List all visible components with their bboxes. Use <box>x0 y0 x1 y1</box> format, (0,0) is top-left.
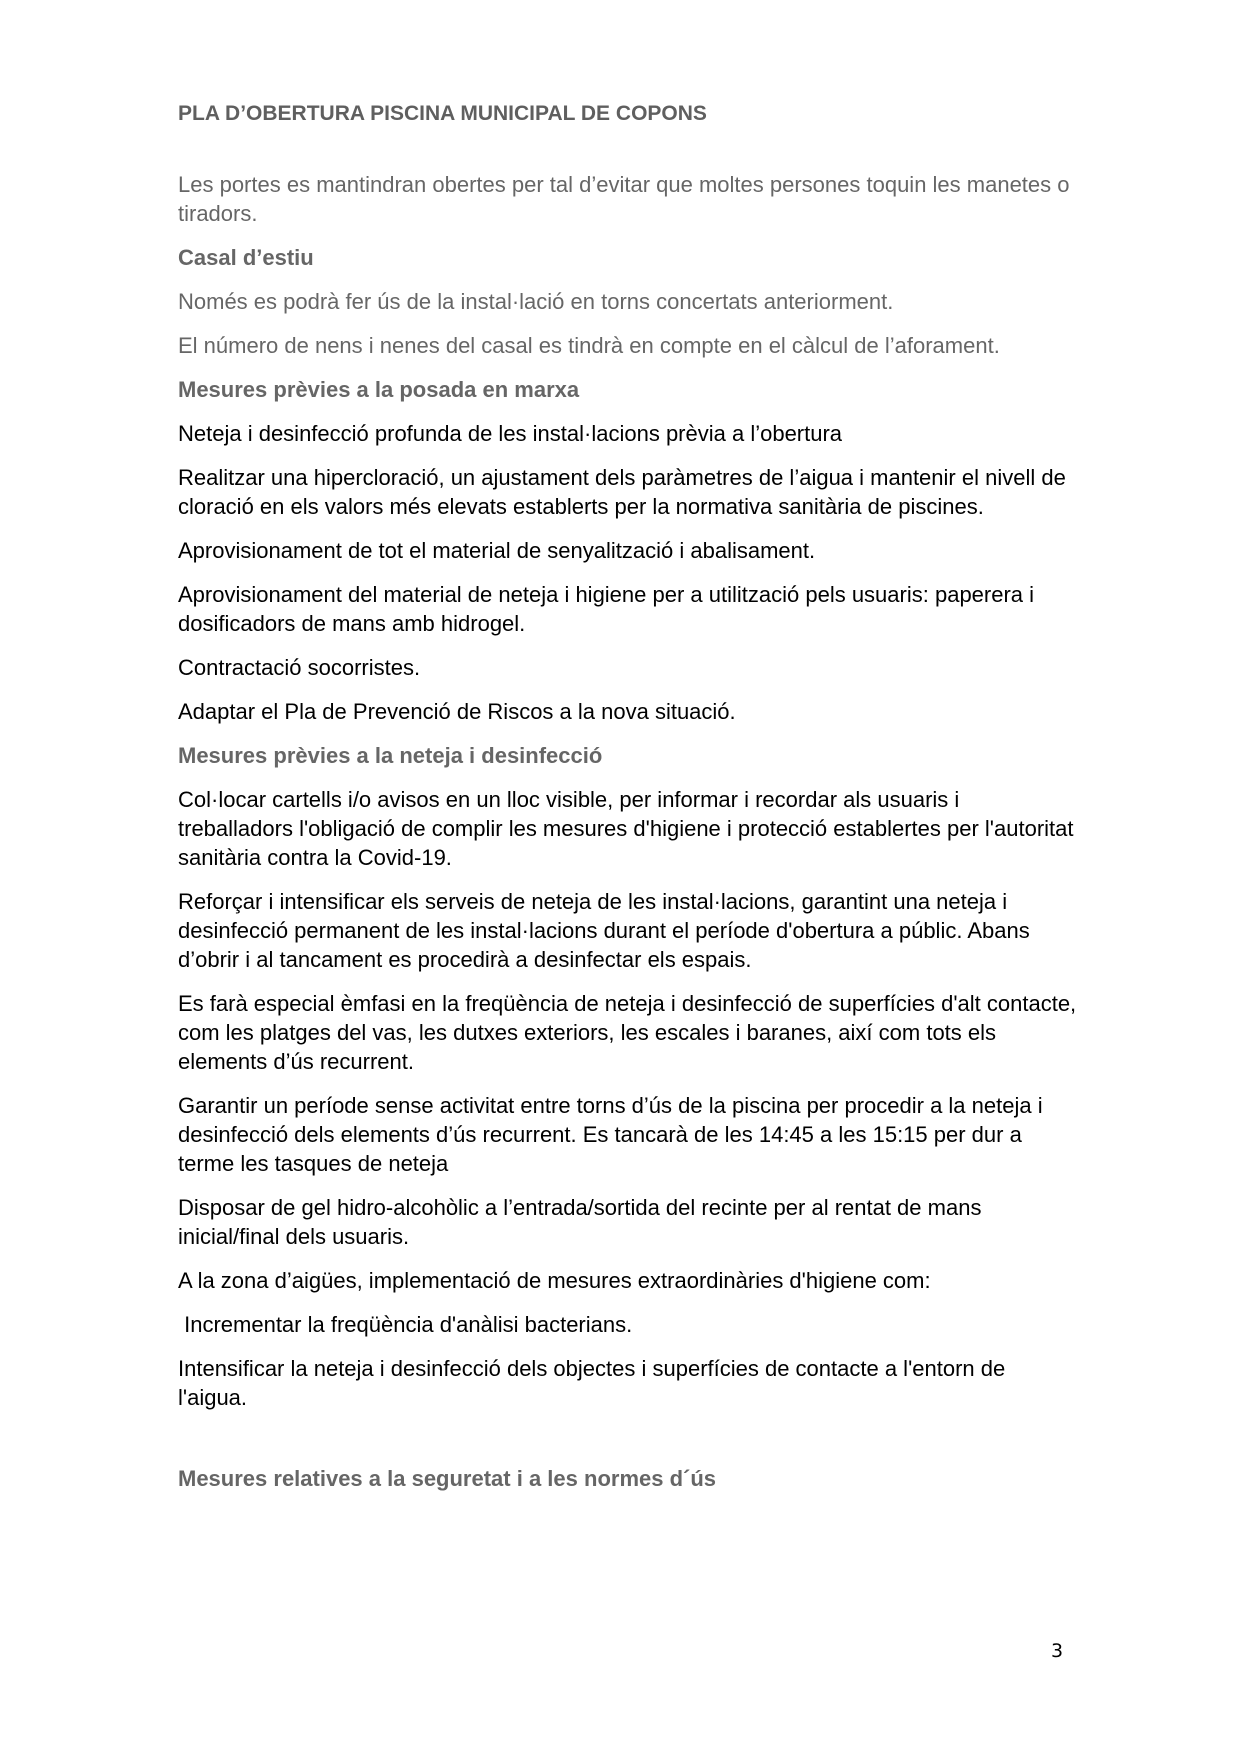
section-heading-posada-en-marxa: Mesures prèvies a la posada en marxa <box>178 377 580 402</box>
paragraph: Aprovisionament de tot el material de senyalització i abalisament. <box>178 538 816 563</box>
paragraph: Només es podrà fer ús de la instal·lació en torns concertats anteriorment. <box>178 289 894 314</box>
document-title: PLA D’OBERTURA PISCINA MUNICIPAL DE COPONS <box>178 102 707 125</box>
paragraph: Intensificar la neteja i desinfecció dels objectes i superfícies de contacte a l'entorn de l'aigua. <box>178 1356 1006 1410</box>
paragraph: A la zona d’aigües, implementació de mesures extraordinàries d'higiene com: <box>178 1268 931 1293</box>
paragraph: Realitzar una hipercloració, un ajustament dels paràmetres de l’aigua i mantenir el nivell de cloració en els valors més elevats establerts per la normativa sanitària de piscines. <box>178 465 1066 519</box>
section-heading-casal-estiu: Casal d’estiu <box>178 245 314 270</box>
paragraph: Reforçar i intensificar els serveis de neteja de les instal·lacions, garantint una neteja i desinfecció permanent de les instal·lacions durant el període d'obertura a públic. Abans d’obrir i al tancament es procedirà a desinfectar els espais. <box>178 889 1030 972</box>
paragraph: Incrementar la freqüència d'anàlisi bacterians. <box>178 1312 633 1337</box>
paragraph: Disposar de gel hidro-alcohòlic a l’entrada/sortida del recinte per al rentat de mans inicial/final dels usuaris. <box>178 1195 982 1249</box>
paragraph: Col·locar cartells i/o avisos en un lloc visible, per informar i recordar als usuaris i treballadors l'obligació de complir les mesures d'higiene i protecció establertes per l'autoritat sanitària contra la Covid-19. <box>178 787 1074 870</box>
paragraph: El número de nens i nenes del casal es tindrà en compte en el càlcul de l’aforament. <box>178 333 1000 358</box>
document-page <box>178 100 1078 1508</box>
paragraph: Garantir un període sense activitat entre torns d’ús de la piscina per procedir a la neteja i desinfecció dels elements d’ús recurrent. Es tancarà de les 14:45 a les 15:15 per dur a terme les tasques de neteja <box>178 1093 1043 1176</box>
page-number: 3 <box>1051 1640 1064 1662</box>
section-heading-neteja-desinfeccio: Mesures prèvies a la neteja i desinfecció <box>178 743 603 768</box>
paragraph: Neteja i desinfecció profunda de les instal·lacions prèvia a l’obertura <box>178 421 843 446</box>
paragraph: Es farà especial èmfasi en la freqüència de neteja i desinfecció de superfícies d'alt contacte, com les platges del vas, les dutxes exteriors, les escales i baranes, així com tots els elements d’ús recurrent. <box>178 991 1077 1074</box>
section-heading-seguretat-normes: Mesures relatives a la seguretat i a les normes d´ús <box>178 1466 717 1491</box>
paragraph: Adaptar el Pla de Prevenció de Riscos a la nova situació. <box>178 699 736 724</box>
paragraph: Aprovisionament del material de neteja i higiene per a utilització pels usuaris: paperera i dosificadors de mans amb hidrogel. <box>178 582 1035 636</box>
paragraph: Contractació socorristes. <box>178 655 421 680</box>
intro-paragraph: Les portes es mantindran obertes per tal d’evitar que moltes persones toquin les manetes o tiradors. <box>178 172 1070 226</box>
